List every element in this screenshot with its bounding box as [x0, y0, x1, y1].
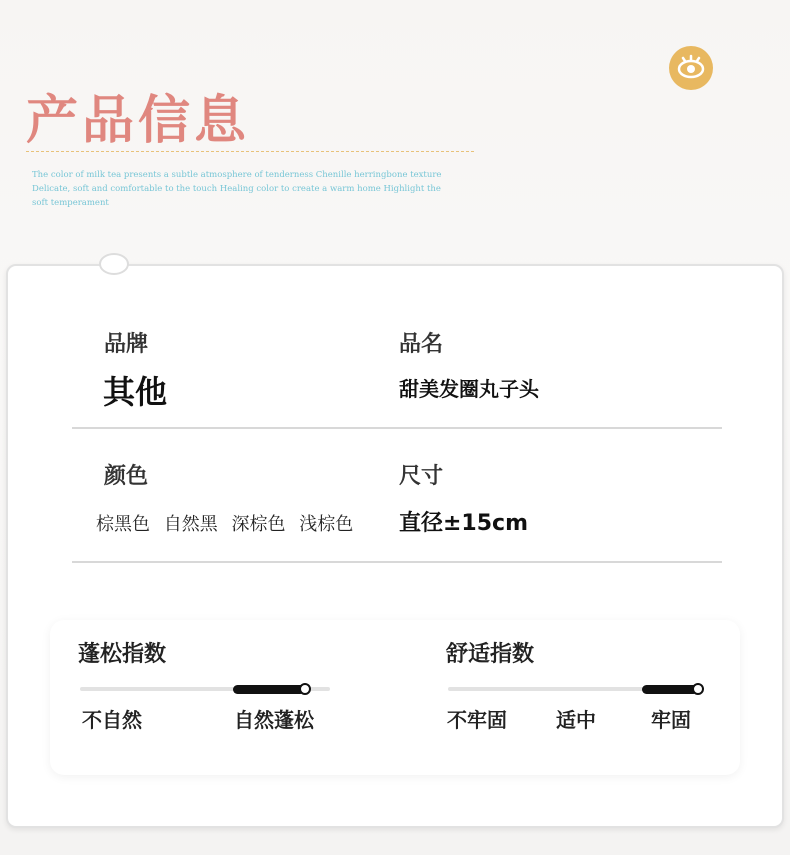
color-label: 颜色	[104, 464, 149, 489]
size-label: 尺寸	[399, 464, 444, 489]
comfort-low-label: 不牢固	[447, 708, 507, 732]
comfort-index-title: 舒适指数	[446, 642, 535, 667]
card-tab	[99, 253, 129, 275]
page-title: 产品信息	[26, 90, 251, 151]
title-divider	[26, 151, 474, 152]
row-divider	[72, 427, 722, 429]
row-divider	[72, 561, 722, 563]
comfort-high-label: 牢固	[651, 708, 691, 732]
color-option: 棕黑色	[96, 514, 150, 535]
fluffy-high-label: 自然蓬松	[234, 708, 314, 732]
color-list	[96, 510, 361, 536]
fluffy-low-label: 不自然	[82, 708, 142, 732]
logo-eye-icon	[669, 46, 713, 90]
size-value: 直径±15cm	[399, 511, 529, 536]
page-subtitle: The color of milk tea presents a subtle atmosphere of tenderness Chenille herringbone texture Delicate, soft and comfortable to the touch Healing color to create a warm home Highlight the soft temperament	[32, 170, 442, 208]
color-option: 浅棕色	[299, 514, 354, 535]
color-option: 自然黑	[163, 514, 218, 535]
brand-label: 品牌	[104, 332, 149, 357]
fluffy-index-fill	[233, 685, 305, 694]
fluffy-index-knob	[299, 683, 311, 695]
comfort-index-knob	[692, 683, 704, 695]
comfort-index-fill	[642, 685, 698, 694]
brand-logo	[669, 46, 713, 90]
comfort-mid-label: 适中	[556, 708, 596, 732]
product-name-value: 甜美发圈丸子头	[399, 377, 539, 401]
fluffy-index-title: 蓬松指数	[78, 642, 167, 667]
brand-value: 其他	[103, 373, 168, 411]
product-name-label: 品名	[399, 332, 444, 357]
color-option: 深棕色	[231, 514, 286, 535]
